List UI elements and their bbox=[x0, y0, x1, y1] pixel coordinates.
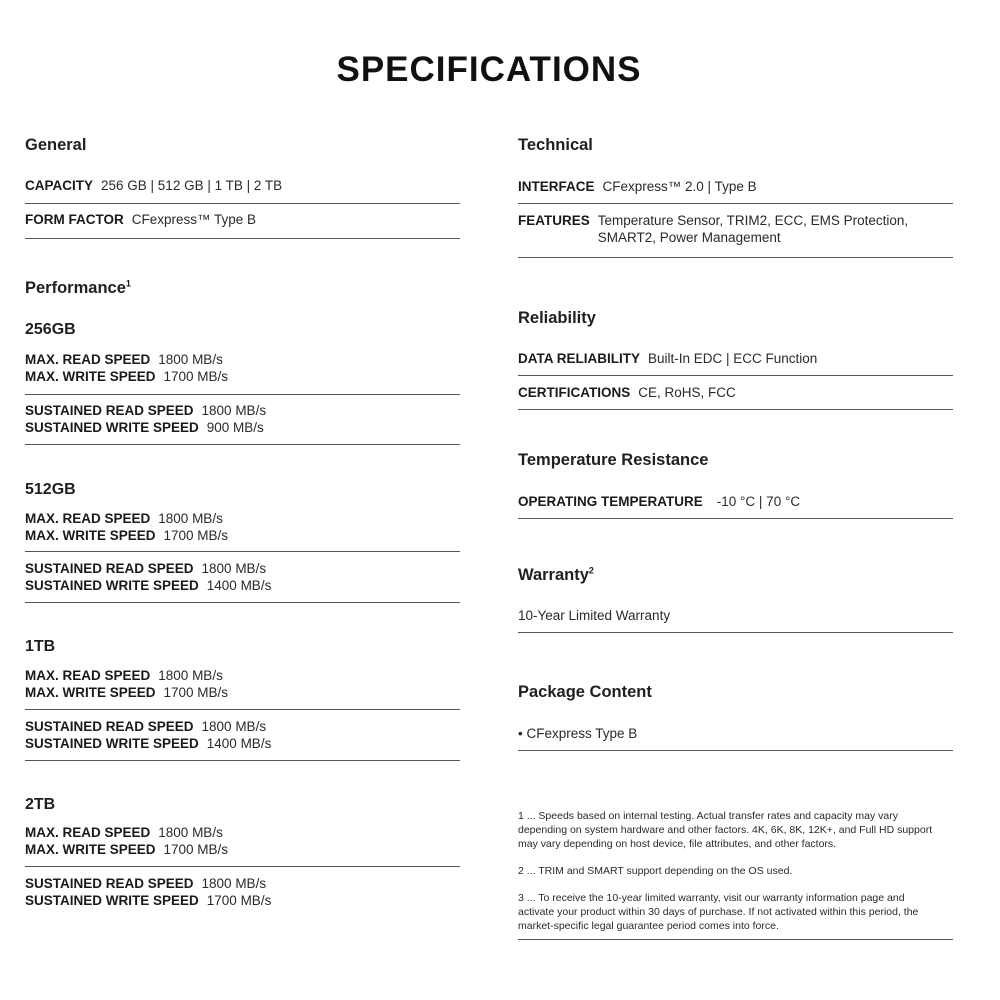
max-speed-block bbox=[25, 667, 460, 710]
reliability-heading: Reliability bbox=[518, 309, 596, 327]
performance-footnote-marker: 1 bbox=[125, 278, 131, 289]
general-heading: General bbox=[25, 136, 87, 154]
warranty-row: 10-Year Limited Warranty bbox=[518, 607, 953, 633]
data-reliability-value: Built-In EDC | ECC Function bbox=[648, 351, 818, 366]
sustained-speed-block bbox=[25, 560, 460, 603]
interface-label: INTERFACE bbox=[518, 179, 595, 194]
footnote-3: 3 ... To receive the 10-year limited warranty, visit our warranty information page and activate your product within 30 days of purchase. If not activated within this period, the market-specific legal guarantee period comes into force. bbox=[518, 892, 919, 932]
capacity-row bbox=[25, 177, 460, 204]
capacity-group-title: 512GB bbox=[25, 481, 76, 498]
max-read-line: MAX. READ SPEED 1800 MB/s bbox=[25, 352, 223, 367]
sustained-write-line: SUSTAINED WRITE SPEED 900 MB/s bbox=[25, 420, 264, 435]
footnotes-divider bbox=[518, 939, 953, 940]
max-write-line: MAX. WRITE SPEED 1700 MB/s bbox=[25, 842, 229, 857]
features-value: Temperature Sensor, TRIM2, ECC, EMS Protection, SMART2, Power Management bbox=[597, 213, 909, 245]
sustained-write-line: SUSTAINED WRITE SPEED 1700 MB/s bbox=[25, 893, 272, 908]
sustained-read-line: SUSTAINED READ SPEED 1800 MB/s bbox=[25, 403, 267, 418]
footnote-2: 2 ... TRIM and SMART support depending on the OS used. bbox=[518, 865, 793, 877]
sustained-write-line: SUSTAINED WRITE SPEED 1400 MB/s bbox=[25, 736, 272, 751]
form-factor-value: CFexpress™ Type B bbox=[131, 212, 257, 227]
sustained-read-line: SUSTAINED READ SPEED 1800 MB/s bbox=[25, 719, 267, 734]
interface-value: CFexpress™ 2.0 | Type B bbox=[602, 179, 757, 194]
warranty-heading: Warranty$^2$ bbox=[518, 565, 594, 584]
form-factor-row bbox=[25, 211, 460, 239]
sustained-speed-block bbox=[25, 718, 460, 761]
technical-heading: Technical bbox=[518, 136, 593, 154]
max-read-line: MAX. READ SPEED 1800 MB/s bbox=[25, 511, 223, 526]
certifications-label: CERTIFICATIONS bbox=[518, 385, 631, 400]
interface-row bbox=[518, 178, 953, 204]
sustained-read-line: SUSTAINED READ SPEED 1800 MB/s bbox=[25, 561, 267, 576]
max-write-line: MAX. WRITE SPEED 1700 MB/s bbox=[25, 685, 229, 700]
features-label: FEATURES bbox=[518, 213, 590, 228]
sustained-read-line: SUSTAINED READ SPEED 1800 MB/s bbox=[25, 876, 267, 891]
performance-heading: Performance$^1$ bbox=[25, 278, 131, 297]
certifications-value: CE, RoHS, FCC bbox=[638, 385, 736, 400]
capacity-group-title: 256GB bbox=[25, 321, 76, 338]
capacity-value: 256 GB | 512 GB | 1 TB | 2 TB bbox=[101, 178, 283, 193]
data-reliability-row bbox=[518, 350, 953, 376]
max-speed-block bbox=[25, 510, 460, 552]
certifications-row bbox=[518, 384, 953, 410]
sustained-speed-block bbox=[25, 875, 460, 909]
data-reliability-label: DATA RELIABILITY bbox=[518, 351, 640, 366]
max-write-line: MAX. WRITE SPEED 1700 MB/s bbox=[25, 528, 229, 543]
capacity-group-title: 2TB bbox=[25, 796, 56, 813]
footnote-1: 1 ... Speeds based on internal testing. Actual transfer rates and capacity may vary depending on system hardware and other factors. 4K, 6K, 8K, 12K+, and Full HD support may vary depending on host device, file attributes, and other factors. bbox=[518, 810, 933, 850]
sustained-speed-block bbox=[25, 402, 460, 445]
page-title: SPECIFICATIONS bbox=[336, 50, 642, 89]
max-read-line: MAX. READ SPEED 1800 MB/s bbox=[25, 668, 223, 683]
features-row bbox=[518, 212, 953, 258]
capacity-label: CAPACITY bbox=[25, 178, 94, 193]
max-speed-block bbox=[25, 824, 460, 867]
max-read-line: MAX. READ SPEED 1800 MB/s bbox=[25, 825, 223, 840]
capacity-group-title: 1TB bbox=[25, 638, 56, 655]
package-heading: Package Content bbox=[518, 683, 652, 701]
operating-temperature-label: OPERATING TEMPERATURE bbox=[518, 494, 703, 509]
sustained-write-line: SUSTAINED WRITE SPEED 1400 MB/s bbox=[25, 578, 272, 593]
operating-temperature-value: -10 °C | 70 °C bbox=[716, 494, 801, 509]
operating-temperature-row bbox=[518, 493, 953, 519]
temperature-heading: Temperature Resistance bbox=[518, 451, 709, 469]
max-write-line: MAX. WRITE SPEED 1700 MB/s bbox=[25, 369, 229, 384]
warranty-footnote-marker: 2 bbox=[588, 565, 594, 576]
form-factor-label: FORM FACTOR bbox=[25, 212, 124, 227]
max-speed-block bbox=[25, 351, 460, 395]
package-item: • CFexpress Type B bbox=[518, 725, 953, 751]
